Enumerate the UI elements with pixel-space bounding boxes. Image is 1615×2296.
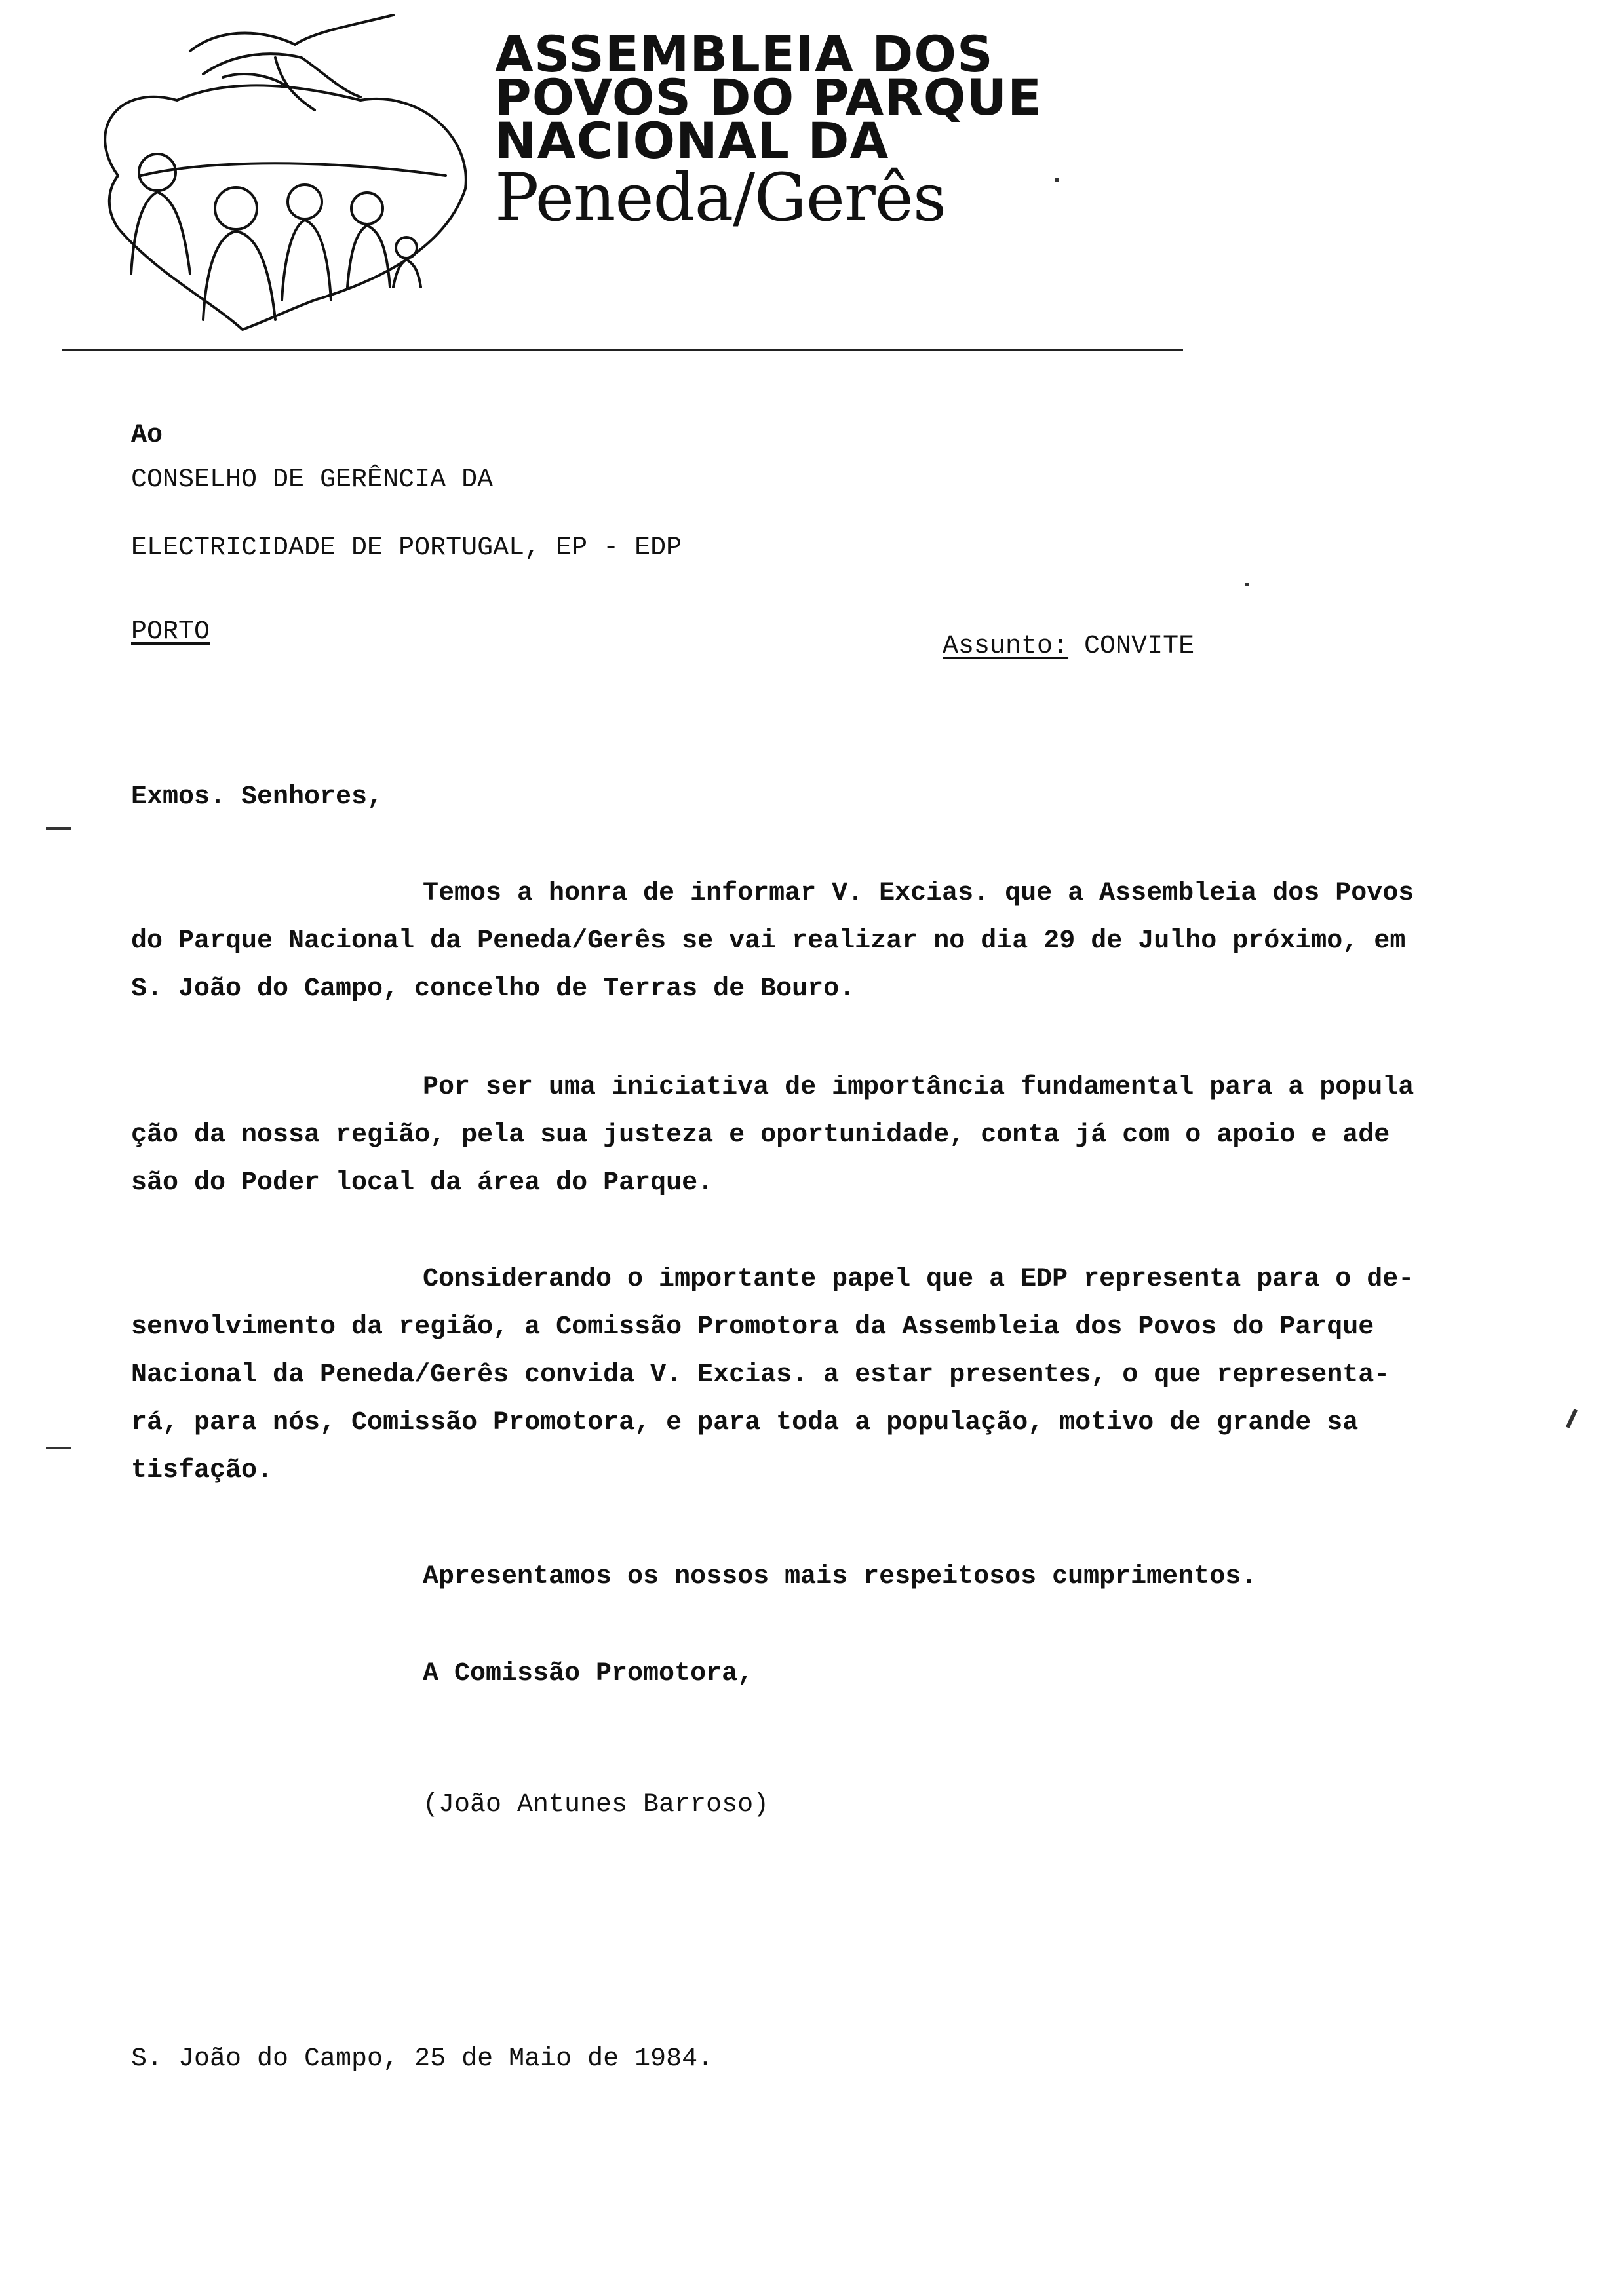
- org-title-line: ASSEMBLEIA DOS: [495, 25, 994, 83]
- subject-label: Assunto:: [943, 632, 1069, 661]
- paragraph-line: Nacional da Peneda/Gerês convida V. Excias. a estar presentes, o que representa-: [131, 1360, 1390, 1390]
- recipient-line: ELECTRICIDADE DE PORTUGAL, EP - EDP: [131, 533, 682, 563]
- subject-line: [943, 630, 1194, 663]
- place-date: S. João do Campo, 25 de Maio de 1984.: [131, 2044, 714, 2074]
- recipient-line: Ao: [131, 421, 163, 450]
- paragraph-line: tisfação.: [131, 1456, 273, 1485]
- scan-mark: [1566, 1409, 1578, 1428]
- salutation: Exmos. Senhores,: [131, 782, 383, 812]
- signatory-name: (João Antunes Barroso): [423, 1790, 769, 1820]
- scan-mark: [1055, 178, 1059, 182]
- recipient-line: CONSELHO DE GERÊNCIA DA: [131, 465, 494, 495]
- scan-mark: [46, 827, 71, 830]
- org-title-line: POVOS DO PARQUE: [495, 68, 1043, 126]
- org-title-line: NACIONAL DA: [495, 111, 889, 170]
- org-title-region: Peneda/Gerês: [495, 159, 946, 236]
- assembly-logo: [79, 12, 478, 333]
- paragraph-line: S. João do Campo, concelho de Terras de Bouro.: [131, 974, 855, 1004]
- paragraph-line: Considerando o importante papel que a EDP representa para o de-: [423, 1265, 1414, 1294]
- scan-mark: [1245, 583, 1249, 586]
- body-paragraph: [131, 870, 1521, 1013]
- closing-line: Apresentamos os nossos mais respeitosos cumprimentos.: [423, 1562, 1257, 1592]
- signature-block: A Comissão Promotora,: [423, 1659, 754, 1689]
- body-paragraph: [131, 1063, 1521, 1207]
- organization-title: [495, 25, 1216, 236]
- recipient-city: PORTO: [131, 617, 210, 647]
- paragraph-line: Temos a honra de informar V. Excias. que a Assembleia dos Povos: [423, 879, 1414, 908]
- subject-value: CONVITE: [1084, 632, 1195, 661]
- paragraph-line: ção da nossa região, pela sua justeza e oportunidade, conta já com o apoio e ade: [131, 1120, 1390, 1150]
- paragraph-line: rá, para nós, Comissão Promotora, e para toda a população, motivo de grande sa: [131, 1408, 1359, 1438]
- paragraph-line: são do Poder local da área do Parque.: [131, 1168, 714, 1198]
- body-paragraph: [131, 1255, 1521, 1495]
- paragraph-line: do Parque Nacional da Peneda/Gerês se vai realizar no dia 29 de Julho próximo, em: [131, 927, 1406, 956]
- paragraph-line: senvolvimento da região, a Comissão Promotora da Assembleia dos Povos do Parque: [131, 1312, 1374, 1342]
- scan-mark: [46, 1447, 71, 1449]
- letterhead-divider: [62, 349, 1183, 351]
- paragraph-line: Por ser uma iniciativa de importância fundamental para a popula: [423, 1073, 1414, 1102]
